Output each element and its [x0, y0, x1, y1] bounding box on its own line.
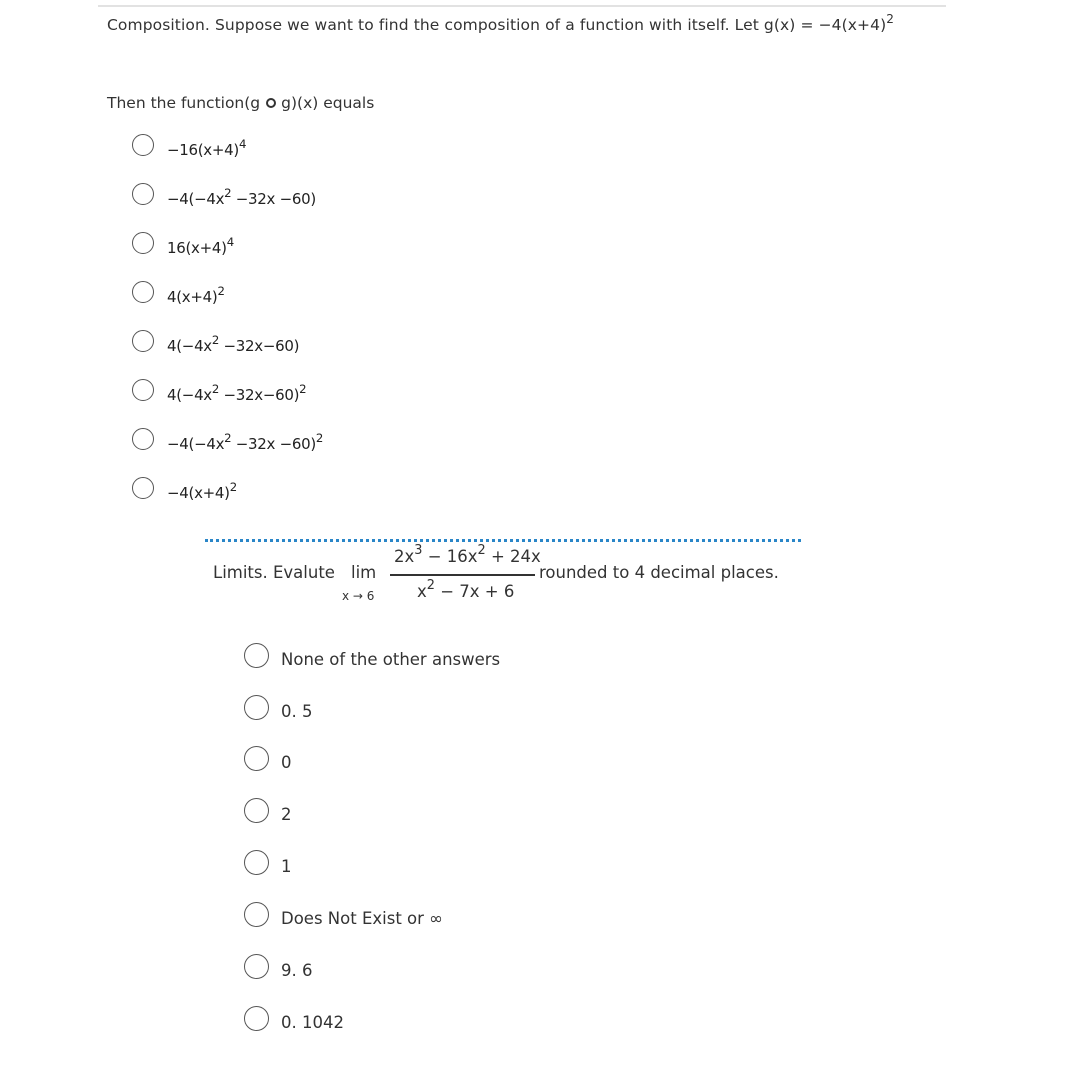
radio-button[interactable] [132, 134, 154, 156]
radio-button[interactable] [132, 379, 154, 401]
q1-option-6[interactable] [132, 376, 306, 404]
radio-button[interactable] [244, 746, 269, 771]
q1-option-3[interactable] [132, 229, 234, 257]
fraction-bar [390, 574, 535, 576]
composition-operator-icon [266, 98, 276, 108]
q2-option-label: Does Not Exist or ∞ [281, 909, 443, 928]
q2-option-5[interactable] [244, 849, 292, 876]
q1-option-label: $4(x+4)^2$ [167, 283, 225, 306]
q1-option-label: $-4(x+4)^2$ [167, 479, 237, 502]
radio-button[interactable] [244, 1006, 269, 1031]
q2-option-label: 0. 5 [281, 702, 313, 721]
q2-option-4[interactable] [244, 797, 292, 824]
q2-option-label: 2 [281, 805, 292, 824]
q2-option-label: 0. 1042 [281, 1013, 344, 1032]
radio-button[interactable] [244, 798, 269, 823]
subprompt-before: Then the function(g [107, 94, 261, 112]
q2-option-label: 0 [281, 753, 292, 772]
q1-option-label: $16(x+4)^4$ [167, 234, 234, 257]
q2-option-label: 1 [281, 857, 292, 876]
q1-option-8[interactable] [132, 474, 237, 502]
q2-option-2[interactable] [244, 694, 313, 721]
q1-option-4[interactable] [132, 278, 225, 306]
q2-option-8[interactable] [244, 1005, 344, 1032]
question1-prompt-text: Composition. Suppose we want to find the composition of a function with itself. Let g(x) = −4(x+4) [107, 16, 887, 34]
radio-button[interactable] [244, 695, 269, 720]
q1-option-1[interactable] [132, 131, 246, 159]
radio-button[interactable] [132, 477, 154, 499]
radio-button[interactable] [244, 954, 269, 979]
q2-option-3[interactable] [244, 745, 292, 772]
question1-prompt-exponent: 2 [886, 11, 895, 26]
q2-option-7[interactable] [244, 953, 313, 980]
q2-option-label: None of the other answers [281, 650, 501, 669]
q1-option-7[interactable] [132, 425, 323, 453]
fraction-numerator: $2x^3 - 16x^2 + 24x$ [394, 543, 541, 566]
q1-option-2[interactable] [132, 180, 316, 208]
radio-button[interactable] [132, 232, 154, 254]
subprompt-after: g)(x) equals [281, 94, 375, 112]
radio-button[interactable] [244, 902, 269, 927]
q2-option-6[interactable] [244, 901, 443, 928]
radio-button[interactable] [132, 330, 154, 352]
radio-button[interactable] [132, 281, 154, 303]
radio-button[interactable] [244, 643, 269, 668]
q2-option-label: 9. 6 [281, 961, 313, 980]
radio-button[interactable] [132, 428, 154, 450]
top-divider [98, 5, 946, 7]
question2-lead: Limits. Evalute [213, 563, 335, 582]
q1-option-label: $-4(-4x^2 -32x -60)^2$ [167, 430, 324, 453]
question2-prompt [213, 543, 813, 607]
question-divider [205, 539, 801, 542]
q2-option-1[interactable] [244, 642, 500, 669]
limit-operator: lim [351, 563, 377, 582]
limit-approach: x → 6 [342, 589, 375, 603]
radio-button[interactable] [244, 850, 269, 875]
q1-option-label: $-4(-4x^2 -32x -60)$ [167, 185, 316, 208]
question2-trail: rounded to 4 decimal places. [539, 563, 779, 582]
q1-option-label: $4(-4x^2 -32x-60)^2$ [167, 381, 307, 404]
radio-button[interactable] [132, 183, 154, 205]
question1-subprompt [107, 94, 374, 112]
question1-prompt [107, 11, 895, 34]
fraction-denominator: $x^2 - 7x + 6$ [417, 578, 515, 601]
q1-option-label: $4(-4x^2 -32x-60)$ [167, 332, 300, 355]
q1-option-label: $-16(x+4)^4$ [167, 136, 247, 159]
q1-option-5[interactable] [132, 327, 299, 355]
